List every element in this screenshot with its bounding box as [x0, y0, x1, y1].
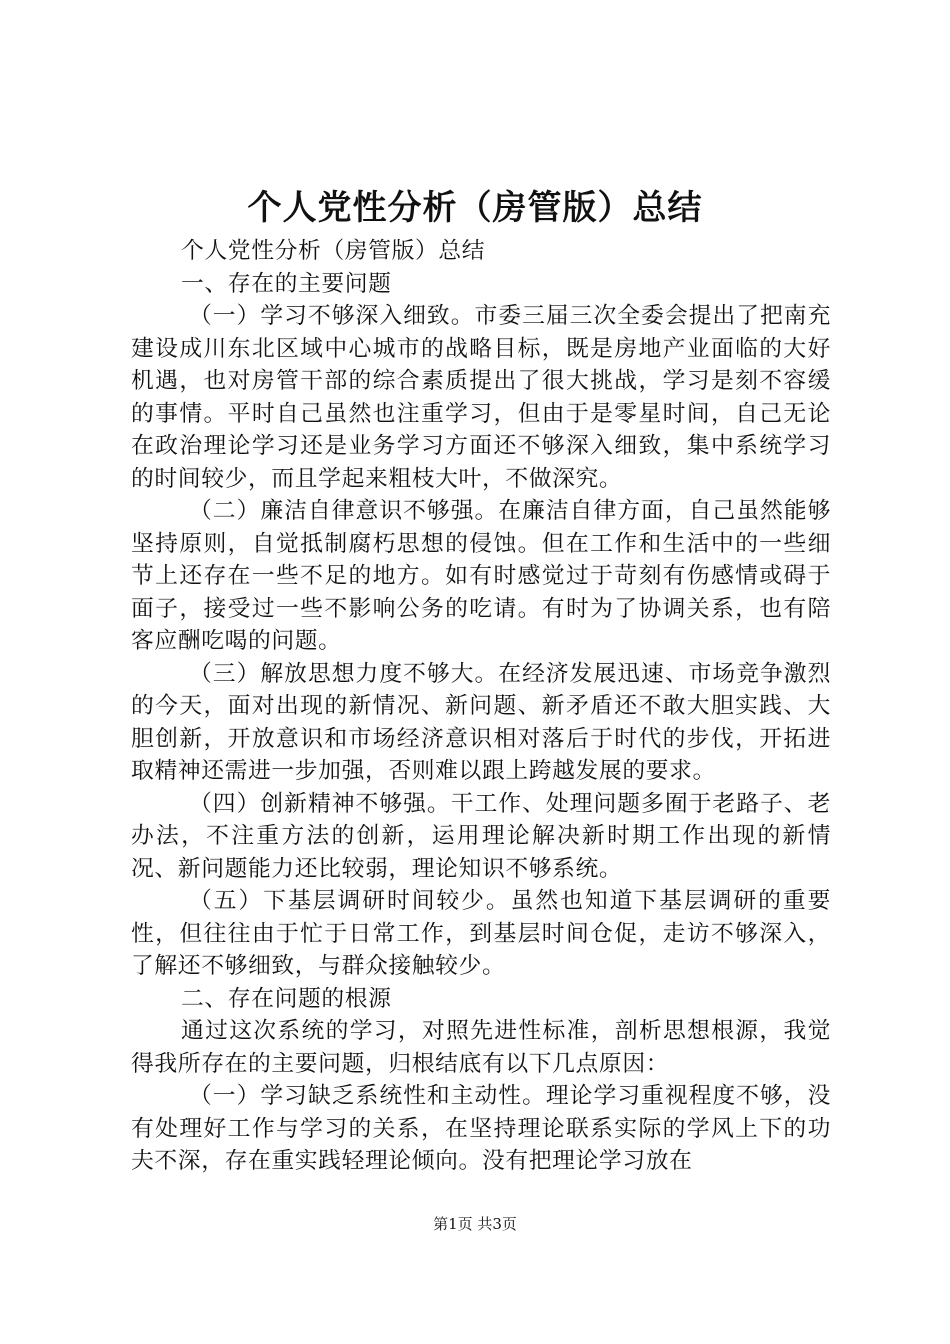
paragraph: （一）学习缺乏系统性和主动性。理论学习重视程度不够，没有处理好工作与学习的关系，在坚持理论联系实际的学风上下的功夫不深，存在重实践轻理论倾向。没有把理论学习放在 [131, 1083, 831, 1174]
document-body [131, 235, 831, 1178]
paragraph: （二）廉洁自律意识不够强。在廉洁自律方面，自己虽然能够坚持原则，自觉抵制腐朽思想的侵蚀。但在工作和生活中的一些细节上还存在一些不足的地方。如有时感觉过于苛刻有伤感情或碍于面子，接受过一些不影响公务的吃请。有时为了协调关系，也有陪客应酬吃喝的问题。 [131, 498, 831, 654]
page-number-footer: 第1页 共3页 [433, 1215, 517, 1233]
paragraph: 个人党性分析（房管版）总结 [181, 238, 486, 264]
paragraph: （一）学习不够深入细致。市委三届三次全委会提出了把南充建设成川东北区域中心城市的战略目标，既是房地产业面临的大好机遇，也对房管干部的综合素质提出了很大挑战，学习是刻不容缓的事情。平时自己虽然也注重学习，但由于是零星时间，自己无论在政治理论学习还是业务学习方面还不够深入细致，集中系统学习的时间较少，而且学起来粗枝大叶，不做深究。 [131, 303, 831, 492]
paragraph: （四）创新精神不够强。干工作、处理问题多囿于老路子、老办法，不注重方法的创新，运用理论解决新时期工作出现的新情况、新问题能力还比较弱，理论知识不够系统。 [131, 790, 831, 882]
paragraph: 通过这次系统的学习，对照先进性标准，剖析思想根源，我觉得我所存在的主要问题，归根结底有以下几点原因： [131, 1018, 831, 1077]
paragraph: （三）解放思想力度不够大。在经济发展迅速、市场竞争激烈的今天，面对出现的新情况、新问题、新矛盾还不敢大胆实践、大胆创新，开放意识和市场经济意识相对落后于时代的步伐，开拓进取精神还需进一步加强，否则难以跟上跨越发展的要求。 [131, 660, 831, 784]
document-title: 个人党性分析（房管版）总结 [247, 188, 703, 228]
section-heading: 二、存在问题的根源 [181, 985, 392, 1012]
section-heading: 一、存在的主要问题 [181, 270, 392, 297]
paragraph: （五）下基层调研时间较少。虽然也知道下基层调研的重要性，但往往由于忙于日常工作，到基层时间仓促，走访不够深入，了解还不够细致，与群众接触较少。 [131, 888, 831, 979]
